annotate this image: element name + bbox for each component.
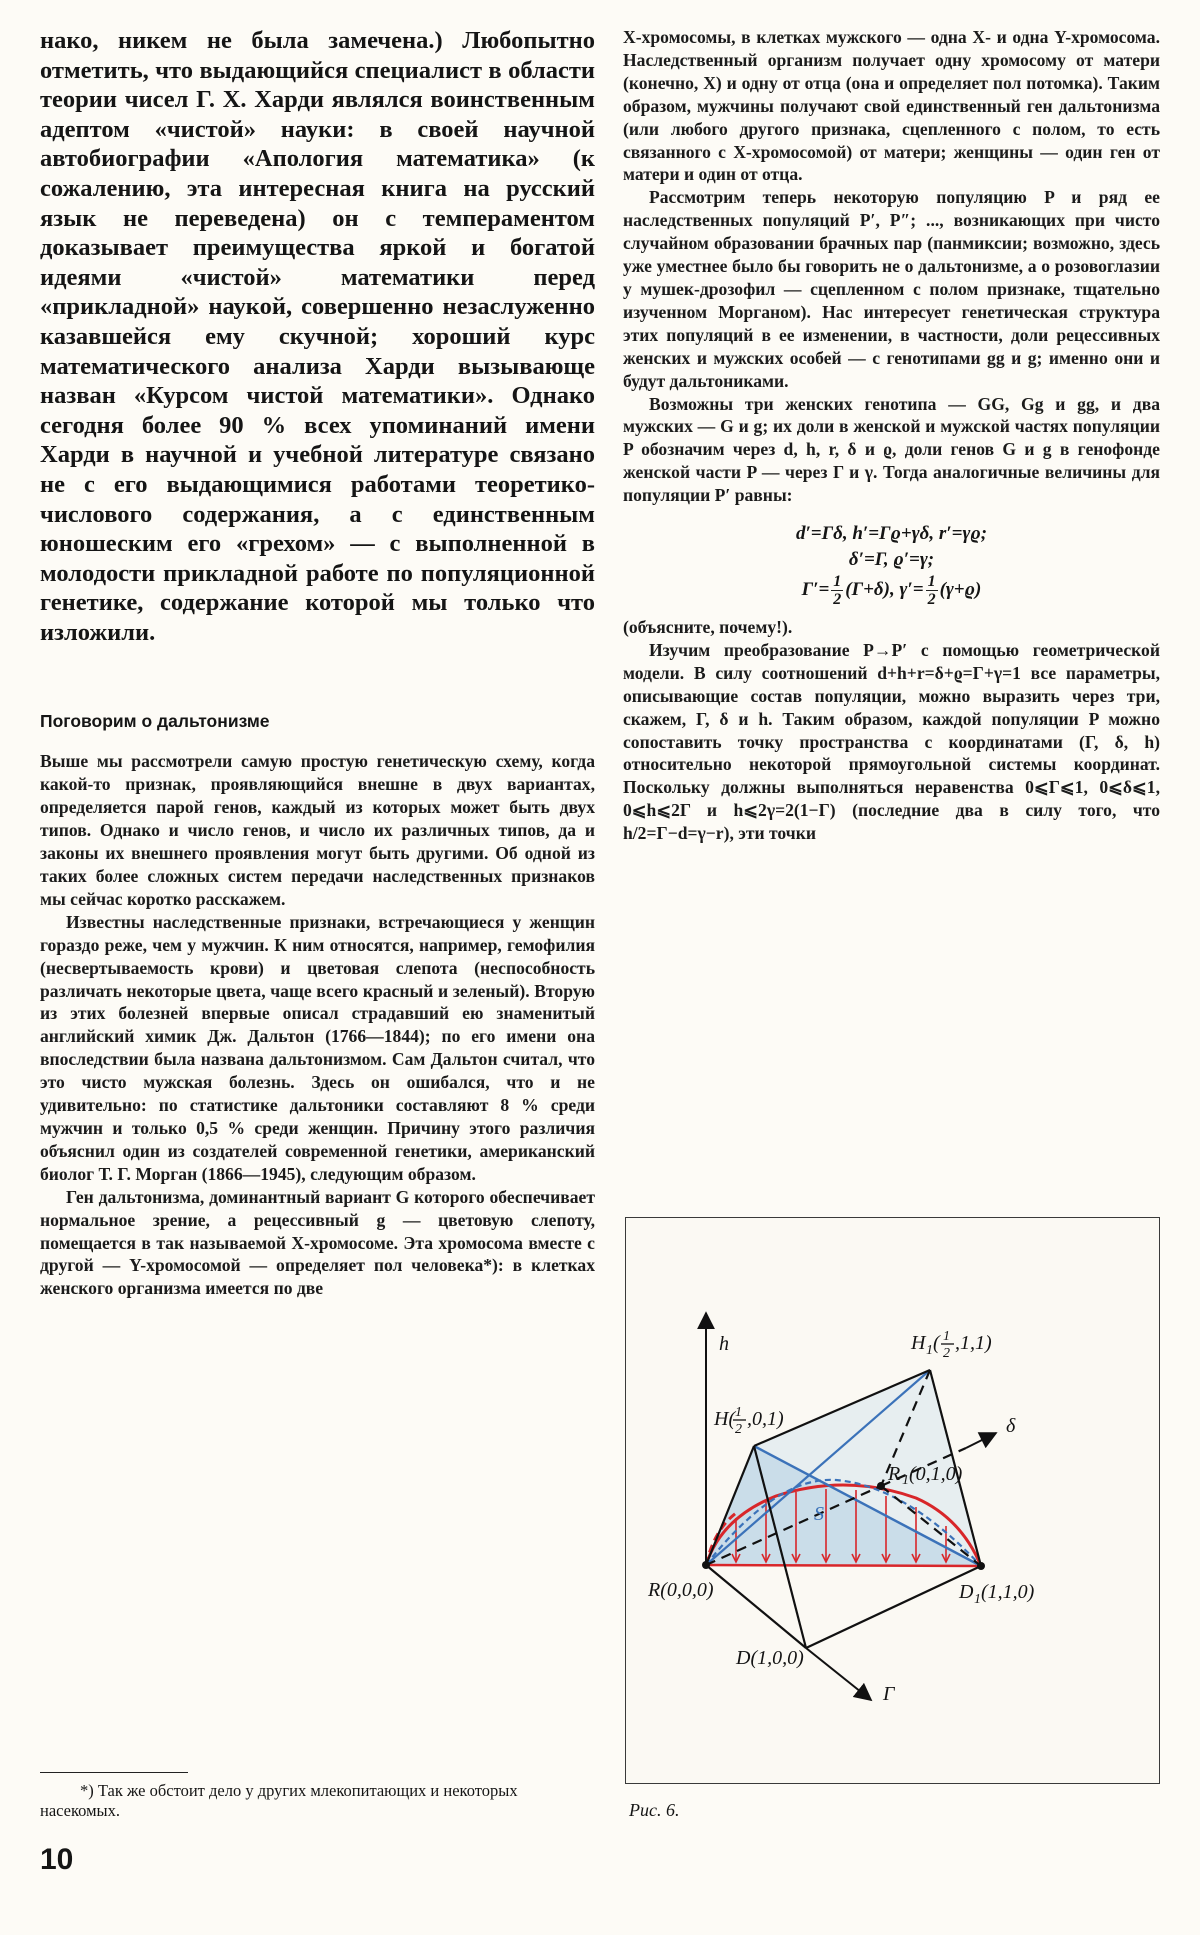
- paragraph: Изучим преобразование P→P′ с помощью геометрической модели. В силу соотношений d+h+r=δ+ϱ=Γ+γ=1 все параметры, описывающие состав популяции, можно выразить через три, скажем, Γ, δ и h. Таким образом, каждой популяции P можно сопоставить точку пространства с координатами (Γ, δ, h) относительно некоторой прямоугольной системы координат. Поскольку должны выполняться неравенства 0⩽Γ⩽1, 0⩽δ⩽1, 0⩽h⩽2Γ и h⩽2γ=2(1−Γ) (последние два в силу того, что h/2=Γ−d=γ−r), эти точки: [623, 639, 1160, 844]
- svg-text:D: D: [959, 1581, 974, 1603]
- paragraph: Известны наследственные признаки, встречающиеся у женщин гораздо реже, чем у мужчин. К ним относятся, например, гемофилия (несвертываемость крови) и цветовая слепота (неспособность различать некоторые цвета, чаще всего красный и зеленый). Вторую из этих болезней впервые описал страдавший ею знаменитый английский химик Дж. Дальтон (1766—1844); по его имени она впоследствии была названа дальтонизмом. Сам Дальтон считал, что это чисто мужская болезнь. Здесь он ошибался, что и не удивительно: по статистике дальтоники составляют 8 % среди мужчин и только 0,5 % среди женщин. Причину этого различия объяснил один из создателей современной генетики, американский биолог Т. Г. Морган (1866—1945), следующим образом.: [40, 911, 595, 1184]
- fraction-numerator: 1: [927, 573, 936, 591]
- svg-text:1: 1: [735, 1405, 742, 1420]
- svg-text:1: 1: [902, 1473, 909, 1488]
- svg-text:H: H: [911, 1332, 926, 1354]
- gamma-axis: [806, 1648, 871, 1700]
- red-base-line: [706, 1565, 981, 1566]
- right-column: [623, 26, 1160, 845]
- label-H1: [910, 1329, 992, 1361]
- footnote-text: *) Так же обстоит дело у других млекопитающих и некоторых насекомых.: [40, 1781, 518, 1820]
- formula-part: Γ′=: [801, 578, 830, 600]
- paragraph: Ген дальтонизма, доминантный вариант G которого обеспечивает нормальное зрение, а рецессивный g — цветовую слепоту, помещается в так называемой X-хромосоме. Эта хромосома вместе с другой — Y-хромосомой — определяет пол человека*): в клетках женского организма имеется по две: [40, 1186, 595, 1299]
- paragraph: Рассмотрим теперь некоторую популяцию P и ряд ее наследственных популяций P′, P″; ..., возникающих при чисто случайном образовании брачных пар (панмиксии; возможно, здесь уже уместнее было бы говорить не о дальтонизме, а о розовоглазии у мушек-дрозофил — сцепленном с полом признаке, тщательно изученном Морганом). Нас интересует генетическая структура этих популяций в ее изменении, в частности, доли рецессивных женских и мужских особей — с генотипами gg и g; именно они и будут дальтониками.: [623, 187, 1160, 391]
- svg-text:2: 2: [735, 1422, 742, 1437]
- formula-line: [623, 573, 1160, 608]
- svg-text:,0,1): ,0,1): [747, 1408, 784, 1430]
- delta-axis-label: δ: [1006, 1415, 1016, 1437]
- formula-line: d′=Γδ, h′=Γϱ+γδ, r′=γϱ;: [795, 523, 988, 545]
- hardy-paragraph: нако, никем не была замечена.) Любопытно отметить, что выдающийся специалист в области теории чисел Г. Х. Харди являлся воинственным адептом «чистой» науки: в своей научной автобиографии «Апология математика» (к сожалению, эта интересная книга на русский язык не переведена) он с темпераментом доказывает преимущества яркой и богатой идеями «чистой» математики перед «прикладной» наукой, совершенно незаслуженно казавшейся ему скучной; хороший курс математического анализа Харди вызывающе назван «Курсом чистой математики». Однако сегодня более 90 % всех упоминаний имени Харди в научной и учебной литературе связано не с его выдающимися работами теоретико-числового содержания, а с единственным юношеским его «грехом» — с выполненной в молодости прикладной работе по популяционной генетике, содержание которой мы только что изложили.: [40, 27, 595, 646]
- paragraph: Возможны три женских генотипа — GG, Gg и gg, и два мужских — G и g; их доли в женской и мужской частях популяции P обозначим через d, h, r, δ и ϱ, доли генов G и g в генофонде женской части P — через Γ и γ. Тогда аналогичные величины для популяции P′ равны:: [623, 393, 1160, 506]
- label-R1: [887, 1463, 963, 1488]
- svg-text:1: 1: [943, 1329, 950, 1344]
- svg-text:1: 1: [926, 1343, 933, 1358]
- svg-text:2: 2: [943, 1346, 950, 1361]
- paragraph: Выше мы рассмотрели самую простую генетическую схему, когда какой-то признак, проявляющийся внешне в двух вариантах, определяется парой генов, каждый из которых может быть двух типов. Однако и число генов, и число их различных типов, да и законы их внешнего проявления могут быть другими. Об одной из таких более сложных систем передачи наследственных признаков мы сейчас коротко расскажем.: [40, 751, 595, 909]
- footnote: [40, 1781, 595, 1821]
- label-S: S: [814, 1503, 824, 1525]
- formula-part: (γ+ϱ): [939, 578, 982, 600]
- label-D: D(1,0,0): [736, 1647, 804, 1669]
- delta-axis: [966, 1433, 996, 1448]
- gamma-axis-label: Γ: [883, 1683, 895, 1705]
- fraction-denominator: 2: [833, 591, 842, 609]
- formula-line: δ′=Γ, ϱ′=γ;: [848, 549, 935, 571]
- label-R: R(0,0,0): [648, 1579, 714, 1601]
- formula-block: [623, 521, 1160, 608]
- formula-part: (Γ+δ), γ′=: [845, 578, 924, 600]
- hardy-text-block: [40, 26, 595, 647]
- svg-text:,1,1): ,1,1): [955, 1332, 992, 1354]
- svg-text:H(: H(: [714, 1408, 736, 1430]
- figure-caption: Рис. 6.: [629, 1800, 680, 1820]
- label-D1: [958, 1581, 1035, 1607]
- label-H: [713, 1405, 784, 1437]
- section-heading: Поговорим о дальтонизме: [40, 711, 270, 732]
- paragraph: X-хромосомы, в клетках мужского — одна X- и одна Y-хромосома. Наследственный организм получает одну хромосому от матери (конечно, X) и одну от отца (она и определяет пол потомка). Таким образом, мужчины получают свой единственный ген дальтонизма (или любого другого признака, сцепленного с полом, то есть связанного с X-хромосомой) от матери; женщины — один ген от матери и один от отца.: [623, 27, 1160, 185]
- svg-text:(: (: [933, 1332, 940, 1354]
- fraction-numerator: 1: [833, 573, 842, 591]
- svg-text:1: 1: [974, 1592, 981, 1607]
- figure-diagram: [626, 1218, 1159, 1783]
- svg-text:(1,1,0): (1,1,0): [981, 1581, 1035, 1603]
- fraction: [831, 573, 843, 608]
- footnote-rule: [40, 1772, 188, 1773]
- paragraph: (объясните, почему!).: [623, 617, 793, 638]
- figure-frame: [625, 1217, 1160, 1784]
- svg-text:(0,1,0): (0,1,0): [909, 1463, 963, 1485]
- fraction: [926, 573, 938, 608]
- page-number: 10: [40, 1843, 74, 1876]
- h-axis-label: h: [719, 1333, 729, 1355]
- svg-text:R: R: [888, 1463, 901, 1485]
- daltonism-section: [40, 711, 595, 1300]
- fraction-denominator: 2: [927, 591, 936, 609]
- left-column: [40, 26, 595, 1300]
